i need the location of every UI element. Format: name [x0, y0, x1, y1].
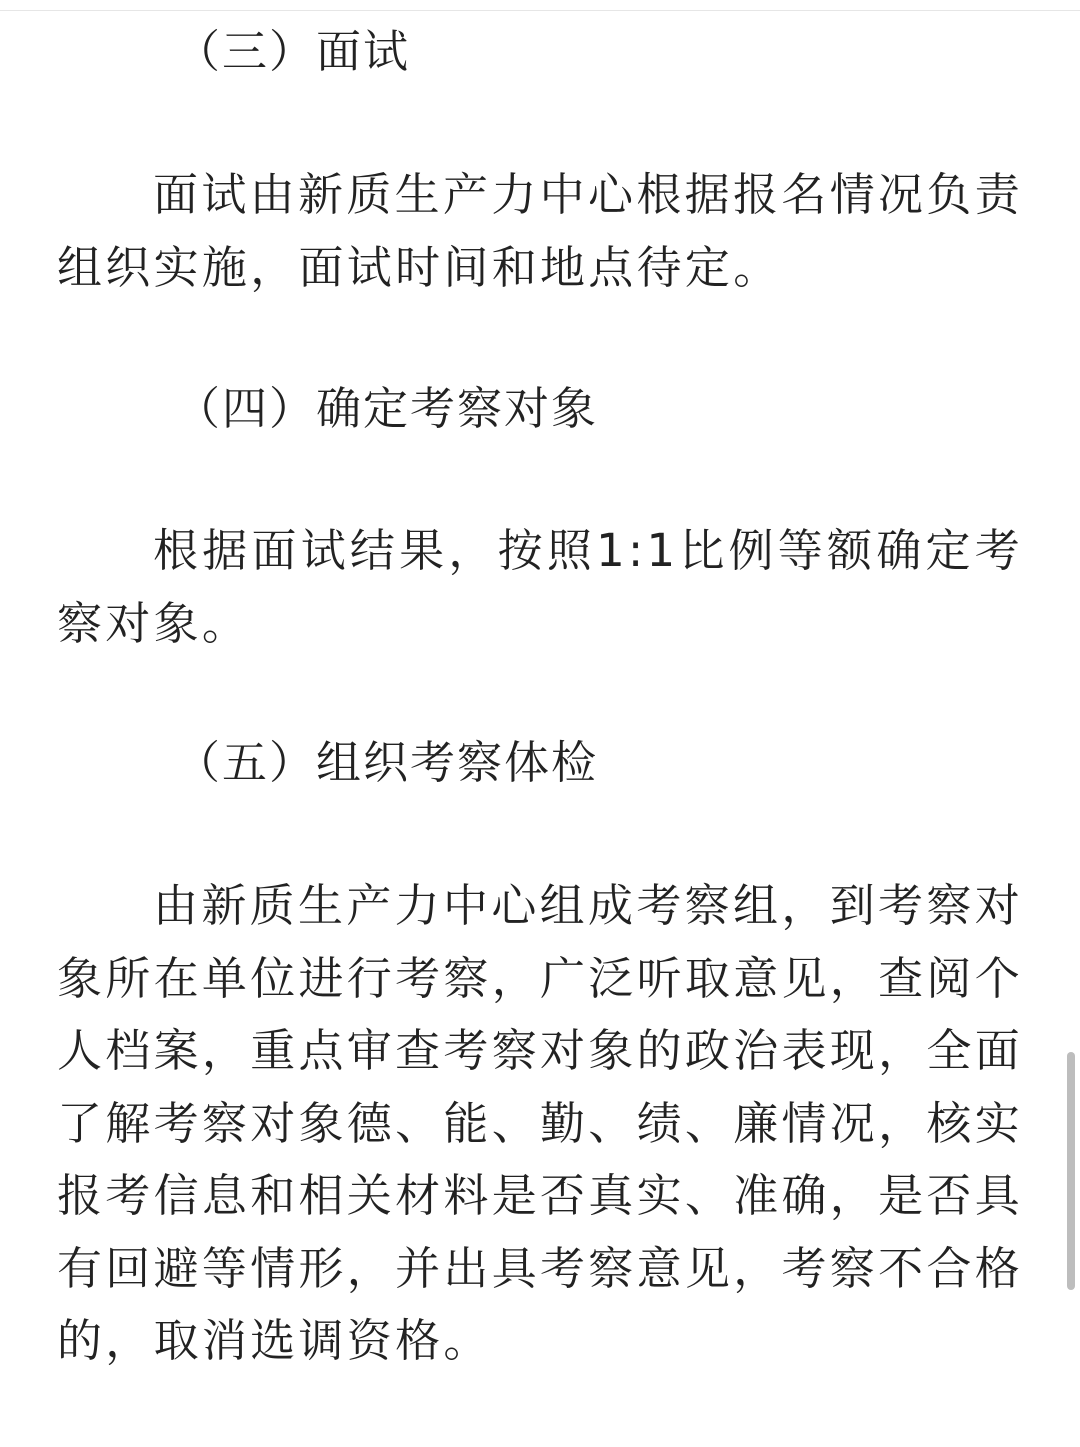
section-paragraph-interview: 面试由新质生产力中心根据报名情况负责组织实施，面试时间和地点待定。 [57, 168, 1023, 294]
section-heading-determine-candidates: （四）确定考察对象 [175, 382, 599, 435]
scrollbar-thumb[interactable] [1067, 1052, 1075, 1290]
vertical-scrollbar[interactable] [1064, 0, 1080, 1447]
section-paragraph-determine-candidates: 根据面试结果，按照1:1比例等额确定考察对象。 [57, 524, 1023, 650]
top-divider [0, 10, 1080, 11]
section-paragraph-inspection-physical: 由新质生产力中心组成考察组，到考察对象所在单位进行考察，广泛听取意见，查阅个人档案，重点审查考察对象的政治表现，全面了解考察对象德、能、勤、绩、廉情况，核实报考信息和相关材料是否真实、准确，是否具有回避等情形，并出具考察意见，考察不合格的，取消选调资格。 [57, 879, 1024, 1367]
section-heading-interview: （三）面试 [175, 25, 411, 78]
section-heading-inspection-physical: （五）组织考察体检 [175, 736, 599, 789]
